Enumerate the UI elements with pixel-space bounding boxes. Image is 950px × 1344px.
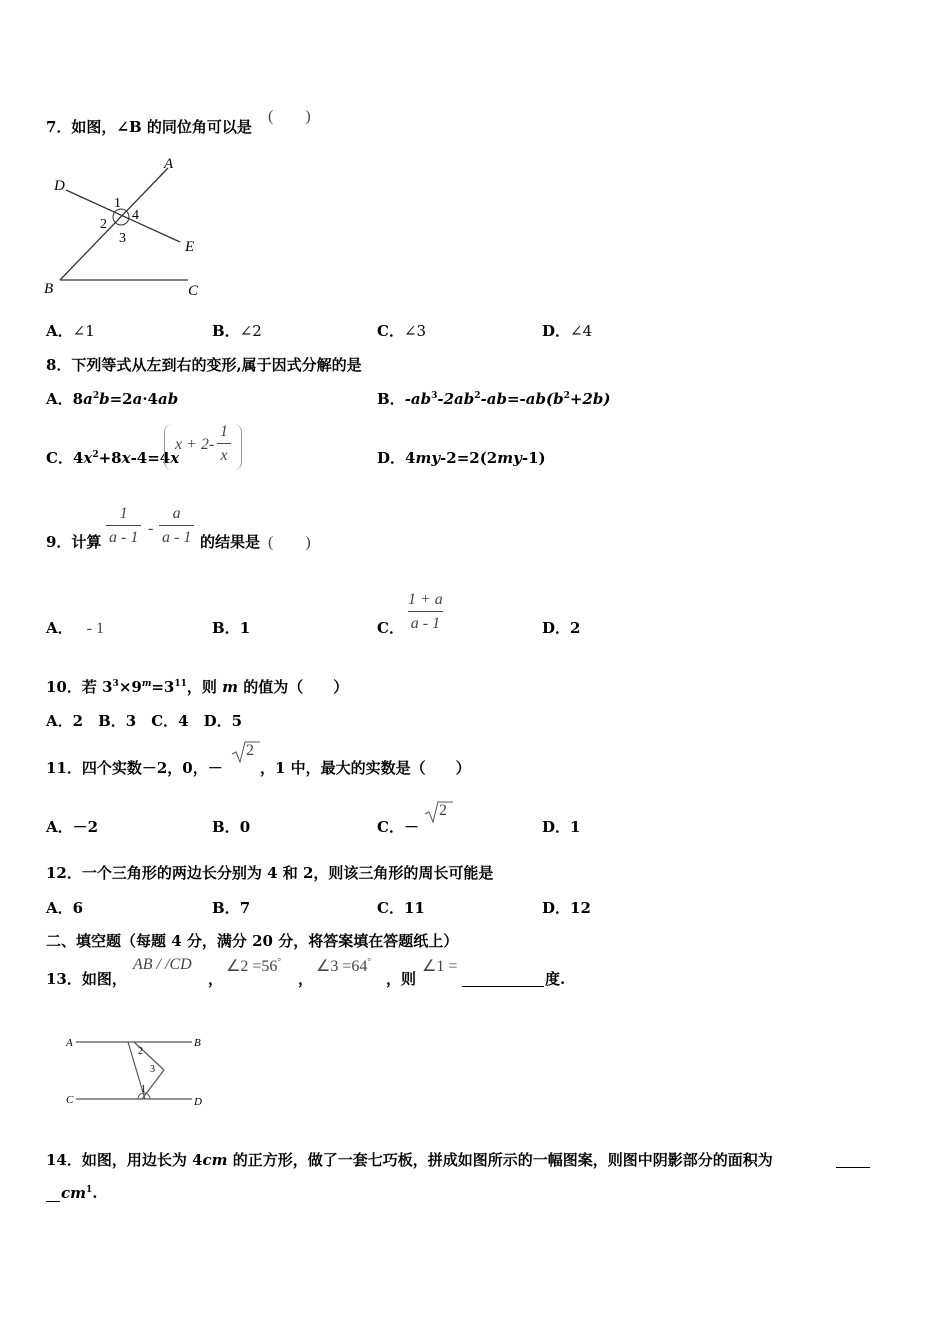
q13-tail: 度. (545, 970, 566, 988)
q12-option-a[interactable]: A．6 (46, 899, 84, 917)
q7-option-b[interactable]: B．∠2 (212, 322, 262, 340)
q8-stem: 8．下列等式从左到右的变形,属于因式分解的是 (46, 356, 362, 374)
line-ba (60, 168, 168, 280)
q9-fraction-1: $\frac{1}{a - 1}$ (106, 505, 141, 547)
label-1: 1 (141, 1084, 146, 1095)
q11-option-b[interactable]: B．0 (212, 818, 251, 836)
q9-fraction-2: $\frac{a}{a - 1}$ (159, 505, 194, 547)
q9-minus: - (148, 520, 154, 537)
q8-c-paren-expression: x + 2- $\frac{1}{x}$ (164, 424, 242, 470)
q13-comma-3: ，则 (386, 970, 417, 988)
q9-paren: ( ) (268, 534, 311, 551)
label-3: 3 (150, 1064, 155, 1075)
q13-comma-2: ， (298, 970, 314, 988)
q9-option-c[interactable]: C． (377, 619, 404, 637)
q9-option-b[interactable]: B．1 (212, 619, 251, 637)
q7-option-d[interactable]: D．∠4 (542, 322, 593, 340)
label-e: E (185, 239, 195, 255)
q11-option-d[interactable]: D．1 (542, 818, 581, 836)
label-d: D (54, 178, 65, 194)
label-2: 2 (138, 1046, 143, 1057)
q7-paren: ( ) (268, 108, 311, 125)
q11-stem-tail: ，1 中，最大的实数是（ ） (260, 759, 471, 777)
q8-option-d[interactable]: D．4my-2=2(2my-1) (377, 449, 546, 467)
q13-comma-1: ， (208, 970, 224, 988)
q14-answer-blank[interactable] (836, 1151, 870, 1168)
label-c: C (188, 283, 199, 299)
q12-option-d[interactable]: D．12 (542, 899, 591, 917)
q9-option-d[interactable]: D．2 (542, 619, 581, 637)
label-b: B (194, 1037, 201, 1049)
label-2: 2 (100, 217, 107, 232)
q12-option-b[interactable]: B．7 (212, 899, 251, 917)
q8-option-a[interactable]: A．$8a^2b=2a\cdot 4ab$ (46, 390, 179, 408)
q7-figure (40, 150, 220, 305)
label-c: C (66, 1094, 74, 1106)
q12-option-c[interactable]: C．11 (377, 899, 425, 917)
q13-figure (62, 1030, 212, 1115)
q8-option-b[interactable]: B．$-ab^3-2ab^2-ab=-ab(b^2+2b)$ (377, 390, 611, 408)
label-3: 3 (119, 231, 126, 246)
label-1: 1 (114, 196, 121, 211)
q9-tail: 的结果是 (200, 533, 261, 551)
q10-options[interactable]: A．2 B．3 C．4 D．5 (46, 712, 243, 730)
label-a: A (66, 1037, 73, 1049)
q7-option-a[interactable]: A．∠1 (46, 322, 95, 340)
q14-answer-blank-cont[interactable] (46, 1185, 60, 1202)
q9-option-c-fraction: $\frac{1 + a}{a - 1}$ (408, 591, 443, 632)
q11-option-c[interactable]: C．－ (377, 818, 419, 836)
section-2-title: 二、填空题（每题 4 分，满分 20 分，将答案填在答题纸上） (46, 932, 459, 950)
q12-stem: 12．一个三角形的两边长分别为 4 和 2，则该三角形的周长可能是 (46, 864, 494, 882)
q13-stem: 13．如图， (46, 970, 127, 988)
q13-angle-1: ∠1 = (422, 958, 458, 975)
q13-angle-2: ∠2 =56° (226, 956, 281, 975)
label-b: B (44, 281, 54, 297)
sqrt-icon (230, 740, 260, 764)
label-a: A (164, 156, 174, 172)
sqrt-icon (423, 800, 453, 824)
q8-option-c[interactable]: C．$4x^2+8x-4=4x$ (46, 449, 180, 467)
label-d: D (194, 1096, 202, 1108)
q14-stem: 14．如图，用边长为 4cm 的正方形，做了一套七巧板，拼成如图所示的一幅图案，则图中阴影部分的面积为 (46, 1151, 773, 1169)
q10-stem: 10．若 $3^3\times 9^m=3^{11}$，则 m 的值为（ ） (46, 678, 349, 696)
q13-angle-3: ∠3 =64° (316, 956, 371, 975)
q11-stem: 11．四个实数－2，0，－ (46, 759, 223, 777)
label-4: 4 (132, 208, 139, 223)
q9-stem: 9．计算 (46, 533, 102, 551)
q11-option-a[interactable]: A．－2 (46, 818, 99, 836)
q7-option-c[interactable]: C．∠3 (377, 322, 427, 340)
q9-option-a[interactable]: A． - 1 (46, 619, 104, 637)
q7-stem: 7．如图，∠B 的同位角可以是 (46, 118, 252, 136)
q13-parallel: AB / /CD (133, 956, 192, 973)
q14-unit: $cm^1$. (61, 1184, 98, 1202)
q13-answer-blank[interactable] (462, 970, 544, 987)
